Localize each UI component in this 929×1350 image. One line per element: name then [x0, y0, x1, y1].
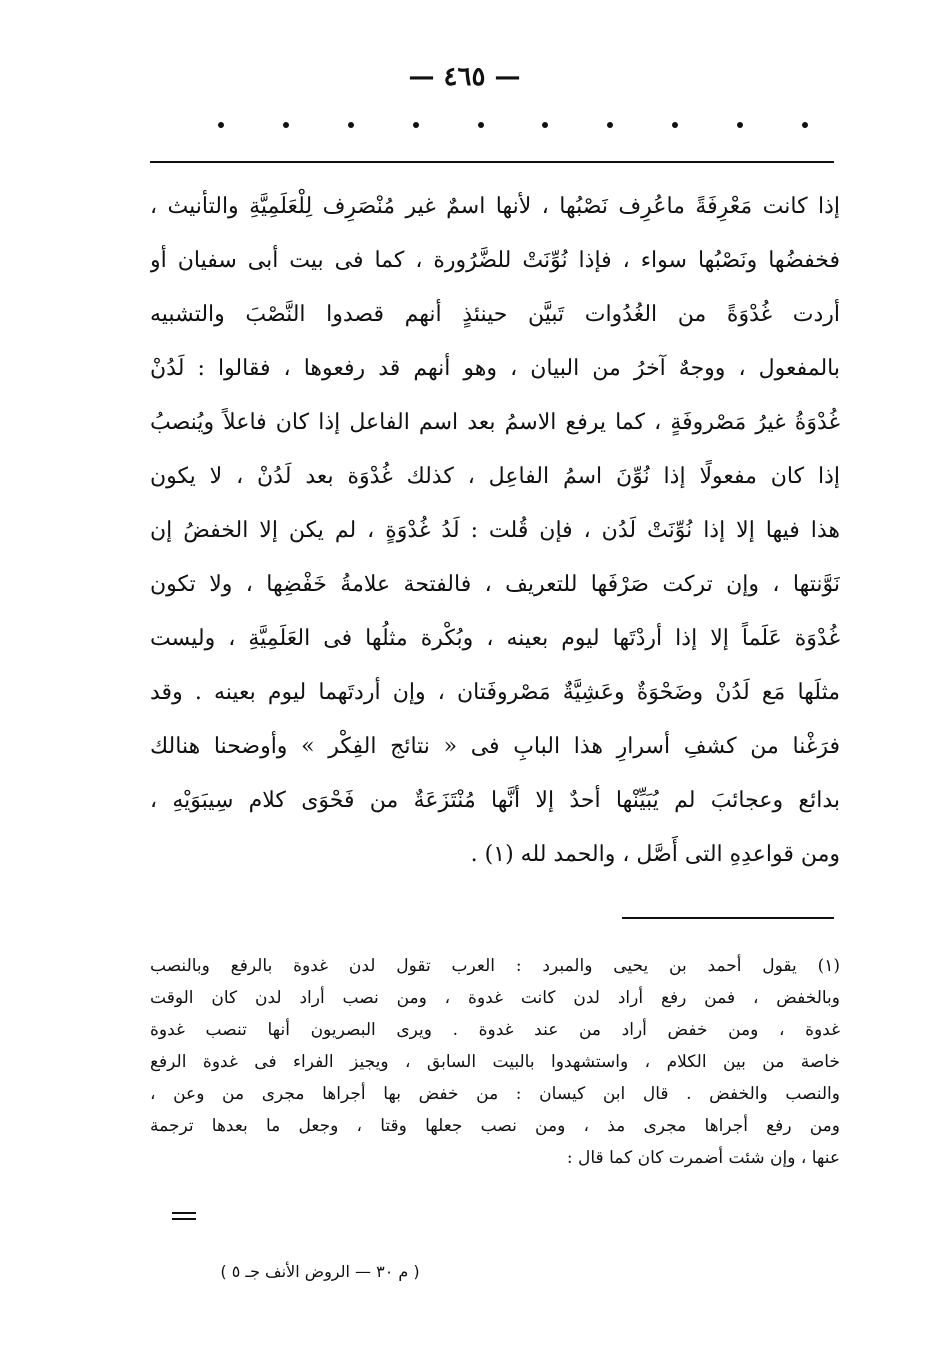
footnote-line: غدوة ، ومن خفض أراد من عند غدوة . ويرى البصريون أنها تنصب غدوة — [150, 1020, 840, 1040]
end-mark-bar — [172, 1212, 196, 1214]
main-text-line: مثلَها مَع لَدُنْ وضَحْوَةٌ وعَشِيَّةٌ مَصْروفَتان ، وإن أردتَهما ليوم بعينه . وقد — [150, 680, 840, 705]
footnote-line: ومن رفع أجراها مجرى مذ ، ومن نصب جعلها وقتا ، وجعل ما بعدها ترجمة — [150, 1116, 840, 1136]
ornament-dot — [672, 122, 678, 128]
ornament-dot — [218, 122, 224, 128]
main-text-line: غُدْوَةُ غيرُ مَصْروفَةٍ ، كما يرفع الاسمُ بعد اسم الفاعل إذا كان فاعلاً ويُنصبُ — [150, 410, 840, 435]
main-text-line: فخفضُها ونَصْبُها سواء ، فإذا نُوِّنَتْ للضَّرُورة ، كما فى بيت أبى سفيان أو — [150, 248, 840, 273]
ornament-dot — [607, 122, 613, 128]
header-rule — [150, 161, 834, 163]
ornament-dots — [218, 122, 808, 128]
ornament-dot — [348, 122, 354, 128]
signature-line: ( م ٣٠ — الروض الأنف جـ ٥ ) — [220, 1262, 420, 1281]
main-text-line: إذا كانت مَعْرِفَةً ماعُرِف نَصْبُها ، لأنها اسمٌ غير مُنْصَرِف لِلْعَلَمِيَّةِ والتأنيث ، — [150, 194, 840, 219]
main-text-line: فرَغْنا من كشفِ أسرارِ هذا البابِ فى « نتائج الفِكْر » وأوضحنا هنالك — [150, 734, 840, 759]
main-text-line: بدائع وعجائبَ لم يُبَيِّنْها أحدٌ إلا أنَّها مُنْتَزَعَةٌ من فَحْوَى كلام سِيبَوَيْهِ ، — [150, 788, 840, 813]
ornament-dot — [802, 122, 808, 128]
footnote-rule — [622, 917, 834, 919]
ornament-dot — [283, 122, 289, 128]
ornament-dot — [413, 122, 419, 128]
main-text-line: أردت غُدْوَةً من الغُدُوات تَبيَّن حينئذٍ أنهم قصدوا النَّصْبَ والتشبيه — [150, 302, 840, 327]
main-text-line: غُدْوَة عَلَماً إلا إذا أردْتَها ليوم بعينه ، وبُكْرة مثلُها فى العَلَمِيَّةِ ، وليست — [150, 626, 840, 651]
footnote-line: عنها ، وإن شئت أضمرت كان كما قال : — [566, 1148, 840, 1168]
main-text-line: هذا فيها إلا إذا نُوِّنَتْ لَدُن ، فإن قُلت : لَدُ غُدْوَةٍ ، لم يكن إلا الخفضُ إن — [150, 518, 840, 543]
ornament-dot — [478, 122, 484, 128]
footnote-line: والنصب والخفض . قال ابن كيسان : من خفض بها أجراها مجرى من وعن ، — [150, 1084, 840, 1104]
footnote-line: وبالخفض ، فمن رفع أراد لدن كانت غدوة ، ومن نصب أراد لدن كان الوقت — [150, 988, 840, 1008]
ornament-dot — [542, 122, 548, 128]
main-text-line: ومن قواعدِهِ التى أَصَّل ، والحمد لله (١) . — [470, 842, 840, 867]
main-text-block — [150, 180, 840, 882]
page-number: — ٤٦٥ — — [408, 62, 521, 92]
main-text-line: نَوَّنتها ، وإن تركت صَرْفَها للتعريف ، فالفتحة علامةُ خَفْضِها ، ولا تكون — [150, 572, 840, 597]
ornament-dot — [737, 122, 743, 128]
end-mark-bar — [172, 1218, 196, 1220]
footnote-line: خاصة من بين الكلام ، واستشهدوا بالبيت السابق ، ويجيز الفراء فى غدوة الرفع — [150, 1052, 840, 1072]
main-text-line: بالمفعول ، ووجهٌ آخرُ من البيان ، وهو أنهم قد رفعوها ، فقالوا : لَدُنْ — [150, 356, 840, 381]
footnote-block — [150, 950, 840, 1174]
main-text-line: إذا كان مفعولًا إذا نُوِّنَ اسمُ الفاعِل ، كذلك غُدْوَة بعد لَدُنْ ، لا يكون — [150, 464, 840, 489]
footnote-line: (١) يقول أحمد بن يحيى والمبرد : العرب تقول لدن غدوة بالرفع وبالنصب — [150, 956, 840, 976]
end-mark — [172, 1212, 196, 1224]
